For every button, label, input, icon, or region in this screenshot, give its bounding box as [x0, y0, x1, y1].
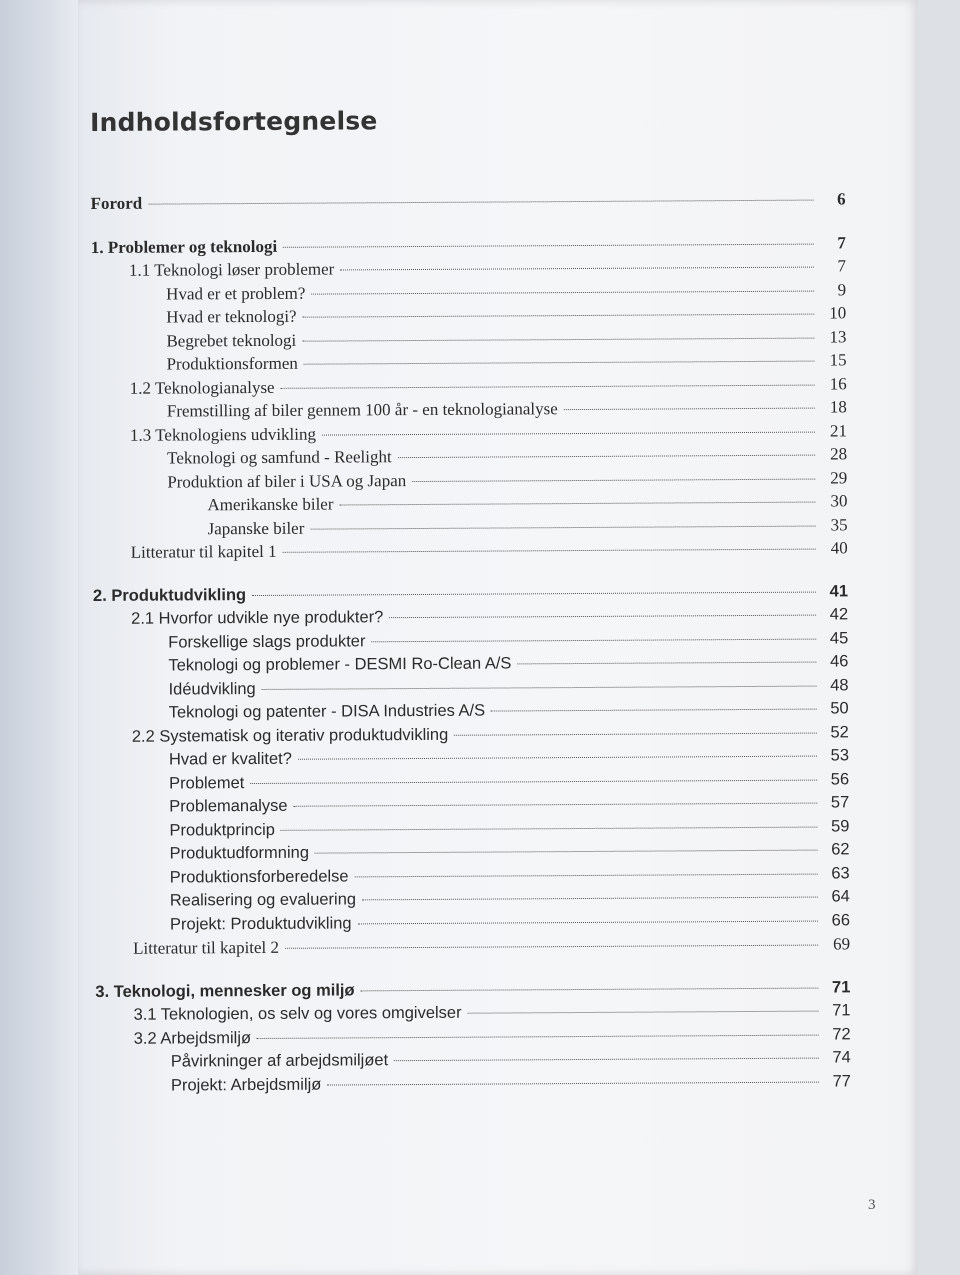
toc-entry-page: 71 — [831, 977, 851, 996]
dot-leader — [257, 1034, 819, 1038]
toc-entry-label: Teknologi og patenter - DISA Industries A/S — [168, 701, 486, 722]
toc-entry-label: 1.2 Teknologianalyse — [129, 377, 275, 398]
dot-leader — [311, 290, 814, 294]
toc-entry-page: 72 — [832, 1024, 851, 1043]
toc-entries — [91, 187, 852, 1098]
toc-entry-label: Påvirkninger af arbejdsmiljøet — [170, 1051, 389, 1071]
toc-entry-page: 30 — [830, 491, 848, 511]
toc-entry-label: Hvad er et problem? — [166, 283, 306, 304]
toc-entry-page: 42 — [829, 605, 849, 624]
dot-leader — [412, 478, 815, 481]
table-of-contents — [90, 103, 851, 1098]
toc-entry-label: Teknologi og problemer - DESMI Ro-Clean A/S — [168, 654, 512, 675]
toc-entry-page: 18 — [829, 397, 847, 417]
dot-leader — [298, 756, 817, 760]
dot-leader — [358, 920, 818, 924]
toc-entry-page: 28 — [830, 444, 848, 464]
toc-entry-page: 40 — [830, 538, 848, 558]
dot-leader — [281, 384, 815, 388]
toc-entry-label: Hvad er teknologi? — [166, 306, 297, 327]
background-surface — [918, 0, 960, 1275]
dot-leader — [517, 662, 816, 665]
toc-entry-label: 3. Teknologi, mennesker og miljø — [95, 980, 355, 1001]
toc-entry-page: 16 — [829, 373, 847, 393]
toc-entry — [96, 1070, 851, 1098]
toc-entry-page: 57 — [830, 793, 850, 812]
toc-entry-label: Japanske biler — [207, 518, 305, 538]
toc-entry-label: 1.1 Teknologi løser problemer — [128, 259, 335, 280]
toc-entry-page: 77 — [832, 1071, 852, 1090]
toc-entry-label: Projekt: Produktudvikling — [169, 913, 352, 934]
toc-entry-page: 63 — [831, 863, 850, 882]
toc-entry-label: Produktionsforberedelse — [169, 866, 349, 887]
toc-entry-label: Produktionsformen — [166, 353, 298, 374]
book-spine-edge — [0, 0, 78, 1275]
toc-entry-page: 62 — [831, 840, 850, 859]
toc-entry-label: Produktprincip — [169, 820, 275, 840]
dot-leader — [362, 897, 818, 901]
toc-entry-page: 13 — [829, 326, 847, 346]
toc-entry-label: 1.3 Teknologiens udvikling — [129, 424, 317, 445]
dot-leader — [491, 709, 817, 712]
toc-entry-label: Projekt: Arbejdsmiljø — [170, 1075, 322, 1095]
toc-entry-page: 41 — [829, 581, 849, 600]
toc-entry-label: Problemanalyse — [169, 796, 288, 816]
toc-entry-label: Problemet — [169, 773, 245, 793]
dot-leader — [294, 803, 818, 807]
dot-leader — [340, 267, 814, 271]
dot-leader — [262, 685, 817, 689]
toc-entry-label: Realisering og evaluering — [169, 890, 357, 910]
dot-leader — [398, 455, 815, 459]
dot-leader — [454, 732, 817, 735]
dot-leader — [252, 591, 816, 595]
toc-entry-page: 59 — [830, 816, 850, 835]
dot-leader — [283, 549, 816, 553]
toc-entry-page: 15 — [829, 350, 847, 370]
toc-entry-label: 2. Produktudvikling — [92, 585, 247, 605]
toc-entry-page: 52 — [830, 722, 849, 741]
dot-leader — [355, 873, 818, 877]
toc-entry-label: Forskellige slags produkter — [168, 631, 366, 652]
dot-leader — [148, 200, 813, 205]
toc-entry-label: 2.1 Hvorfor udvikle nye produkter? — [131, 608, 384, 628]
toc-entry-label: Litteratur til kapitel 1 — [130, 541, 277, 562]
toc-entry-page: 64 — [831, 887, 850, 906]
toc-entry-label: Fremstilling af biler gennem 100 år - en teknologianalyse — [166, 399, 558, 421]
toc-entry-label: 2.2 Systematisk og iterativ produktudvikling — [131, 725, 449, 746]
toc-entry-label: Begrebet teknologi — [166, 330, 297, 351]
page-title: Indholdsfortegnelse — [90, 106, 378, 137]
dot-leader — [302, 337, 814, 341]
toc-entry-page: 9 — [837, 279, 847, 299]
dot-leader — [322, 431, 815, 435]
toc-entry-page: 71 — [832, 1001, 851, 1020]
dot-leader — [389, 615, 816, 619]
toc-entry-page: 10 — [829, 303, 847, 323]
toc-entry-label: 3.1 Teknologien, os selv og vores omgivelser — [133, 1003, 462, 1024]
dot-leader — [339, 502, 815, 506]
dot-leader — [285, 945, 818, 949]
toc-entry-label: Litteratur til kapitel 2 — [133, 937, 280, 958]
dot-leader — [283, 243, 814, 247]
dot-leader — [371, 638, 816, 642]
toc-entry-page: 21 — [829, 420, 848, 440]
toc-entry-page: 53 — [830, 746, 850, 765]
toc-entry-label: 1. Problemer og teknologi — [90, 236, 278, 257]
toc-entry-page: 7 — [837, 232, 846, 252]
toc-entry-page: 50 — [830, 699, 849, 718]
dot-leader — [281, 826, 818, 830]
dot-leader — [310, 525, 815, 529]
toc-entry-page: 35 — [830, 514, 848, 534]
toc-entry-label: Teknologi og samfund - Reelight — [167, 447, 392, 468]
dot-leader — [394, 1058, 819, 1062]
toc-entry-page: 7 — [837, 256, 847, 276]
dot-leader — [250, 779, 817, 783]
toc-entry-page: 48 — [830, 675, 849, 694]
toc-entry-label: Forord — [90, 193, 143, 213]
toc-entry-label: Produktion af biler i USA og Japan — [167, 470, 407, 492]
toc-entry-page: 29 — [830, 467, 848, 487]
toc-entry-label: Produktudformning — [169, 843, 310, 863]
dot-leader — [315, 850, 818, 854]
toc-entry-page: 74 — [832, 1048, 851, 1067]
toc-entry-label: Amerikanske biler — [207, 494, 334, 515]
dot-leader — [327, 1081, 819, 1085]
dot-leader — [468, 1011, 819, 1014]
toc-entry-label: Hvad er kvalitet? — [168, 749, 292, 769]
dot-leader — [564, 408, 815, 411]
dot-leader — [361, 987, 819, 991]
toc-entry-page: 6 — [837, 189, 846, 209]
toc-entry-page: 56 — [830, 769, 850, 788]
toc-entry-label: 3.2 Arbejdsmiljø — [133, 1028, 252, 1048]
page-number: 3 — [868, 1197, 876, 1213]
toc-entry-page: 69 — [833, 934, 851, 954]
toc-entry-page: 45 — [829, 628, 849, 647]
toc-entry-page: 46 — [829, 652, 849, 671]
dot-leader — [304, 361, 815, 365]
dot-leader — [303, 314, 815, 318]
toc-entry-page: 66 — [831, 910, 851, 929]
toc-entry-label: Idéudvikling — [168, 679, 256, 699]
